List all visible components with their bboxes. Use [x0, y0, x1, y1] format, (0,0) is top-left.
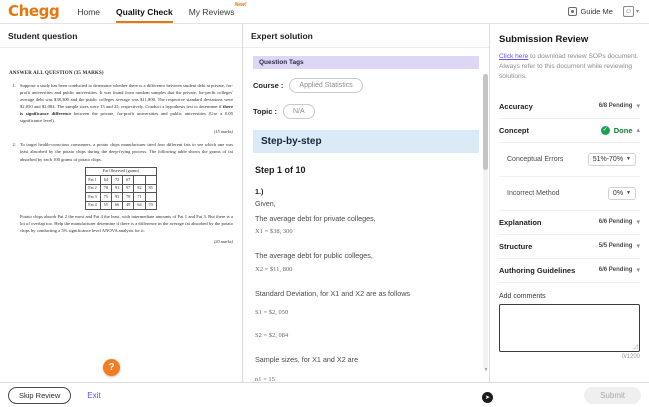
- expert-solution-header: Expert solution: [243, 24, 489, 48]
- question-2-followup: [9, 213, 233, 234]
- add-comments-label: Add comments: [499, 292, 546, 300]
- cell: [145, 193, 156, 202]
- question-1-part-b: between the private, for-profit universities and public universities (Use a 0.05 significance level).: [20, 111, 233, 124]
- nav-item-my-reviews[interactable]: [188, 0, 247, 23]
- table-row: [86, 201, 156, 210]
- course-row: [253, 78, 479, 93]
- guide-me-button[interactable]: [568, 7, 613, 16]
- review-section-accuracy-right: [599, 102, 640, 110]
- expert-solution-panel: [243, 24, 490, 382]
- row-label: Fat 1: [86, 176, 101, 185]
- question-2-number: 2.: [12, 142, 16, 148]
- conceptual-errors-dropdown[interactable]: [588, 153, 636, 166]
- review-section-accuracy[interactable]: [499, 95, 640, 119]
- submission-review-panel: [490, 24, 649, 382]
- row-label: Fat 2: [86, 184, 101, 193]
- check-circle-icon: ✓: [602, 127, 608, 134]
- question-1-part-a: Suppose a study has been conducted to determine whether there is a difference between student debt at private, for-profit universities and public universities. It was found from random samples that the private, for-profit colleges' average debt was $38,300 and the public colleges average was $11,800. The respective standard deviations were $2,050 and $2,084. The sample sizes were 15 and 25, respectively. Conduct a hypothesis test to determine if: [20, 82, 233, 110]
- question-1-marks: (15 marks): [213, 128, 233, 134]
- sop-link[interactable]: Click here: [499, 53, 529, 60]
- cell: 78: [100, 184, 111, 193]
- spacer: [9, 213, 16, 234]
- question-tags-band: Question Tags: [253, 56, 479, 69]
- solution-equation: n1 = 15: [255, 375, 275, 382]
- course-value-chip[interactable]: Applied Statistics: [289, 78, 362, 93]
- status-badge: 6/6 Pending: [598, 219, 633, 226]
- chevron-down-icon: ▾: [635, 9, 639, 15]
- review-section-structure-label: Structure: [499, 241, 533, 251]
- cell: [134, 176, 145, 185]
- expert-solution-scroll: [243, 48, 489, 382]
- scroll-down-arrow[interactable]: ▼: [483, 367, 489, 373]
- comments-character-count: 0/1200: [621, 353, 640, 360]
- review-section-explanation[interactable]: [499, 211, 640, 235]
- cell: 91: [111, 184, 122, 193]
- expert-solution-body: [243, 48, 489, 382]
- question-2-text: To target health-conscious consumers, a potato chips manufacturer tried four different fats to see which one was least absorbed by the potato chips during the deep-frying process. The following table shows the grams of fat absorbed by each 100 grams of potato chips.: [20, 142, 233, 162]
- solution-line: 1.): [255, 187, 264, 196]
- review-section-explanation-right: [599, 218, 640, 226]
- chevron-down-icon[interactable]: ▾: [636, 103, 640, 111]
- fat-table-caption: Fat Observed (grams): [86, 167, 156, 176]
- help-button[interactable]: ?: [103, 359, 120, 376]
- cell: 75: [100, 193, 111, 202]
- exit-link[interactable]: Exit: [87, 390, 101, 400]
- scrollbar-thumb[interactable]: [483, 74, 488, 170]
- review-section-concept[interactable]: [499, 119, 640, 143]
- panel-collapse-toggle[interactable]: ➤: [482, 392, 493, 403]
- step-counter: Step 1 of 10: [255, 165, 306, 175]
- review-section-concept-right: [601, 126, 640, 135]
- question-1-number: 1.: [12, 82, 16, 88]
- concept-item-conceptual-errors: [499, 143, 640, 177]
- cell: 49: [123, 201, 134, 210]
- chevron-down-icon: ▼: [626, 190, 631, 197]
- cell: 78: [123, 193, 134, 202]
- status-badge: 6/6 Pending: [598, 267, 633, 274]
- skip-review-button[interactable]: Skip Review: [8, 387, 71, 404]
- review-section-accuracy-label: Accuracy: [499, 101, 533, 111]
- student-question-body: [0, 48, 242, 382]
- topic-value-chip[interactable]: N/A: [283, 104, 315, 119]
- nav-item-my-reviews-label: My Reviews: [188, 6, 235, 17]
- table-row: [86, 176, 156, 185]
- cell: 72: [111, 176, 122, 185]
- row-label: Fat 4: [86, 201, 101, 210]
- question-2-marks: (20 marks): [213, 238, 233, 244]
- cell: [145, 176, 156, 185]
- lightbulb-icon: [568, 7, 577, 16]
- account-menu[interactable]: [623, 6, 639, 17]
- incorrect-method-dropdown[interactable]: [608, 187, 636, 200]
- cell: 70: [145, 201, 156, 210]
- solution-line: The average debt for private colleges,: [255, 213, 376, 223]
- bottom-action-bar: [0, 382, 649, 407]
- solution-equation: S1 = $2, 050: [255, 309, 289, 317]
- review-section-authoring-guidelines-right: [599, 266, 640, 274]
- review-section-authoring-guidelines[interactable]: [499, 259, 640, 283]
- cell: 71: [134, 193, 145, 202]
- cell: 67: [123, 176, 134, 185]
- user-avatar-icon: ☺: [624, 8, 633, 15]
- table-row: [86, 184, 156, 193]
- solution-equation: X1 = $38, 300: [255, 228, 293, 236]
- review-section-authoring-guidelines-label: Authoring Guidelines: [499, 265, 576, 275]
- solution-equation: X2 = $11, 800: [255, 265, 293, 273]
- fat-observed-table: [85, 167, 156, 211]
- status-badge: 6/8 Pending: [598, 103, 633, 110]
- concept-item-label: Incorrect Method: [507, 189, 560, 197]
- cell: 97: [123, 184, 134, 193]
- question-2: [9, 141, 233, 162]
- cell: 66: [111, 201, 122, 210]
- nav-items: [77, 0, 247, 23]
- cell: 93: [111, 193, 122, 202]
- nav-item-quality-check-label: Quality Check: [116, 6, 173, 17]
- cell: 55: [100, 201, 111, 210]
- question-document: [0, 48, 242, 255]
- question-doc-title: ANSWER ALL QUESTION (35 MARKS): [9, 70, 104, 76]
- chevron-up-icon[interactable]: ▴: [636, 127, 640, 135]
- course-label: Course :: [253, 81, 284, 90]
- solution-line: Standard Deviation, for X1 and X2 are as follows: [255, 288, 411, 298]
- solution-line: Given,: [255, 199, 276, 209]
- chegg-logo[interactable]: Chegg: [8, 2, 60, 20]
- chevron-down-icon[interactable]: ▾: [636, 267, 640, 275]
- new-badge: New!: [234, 2, 247, 8]
- cell: 82: [134, 184, 145, 193]
- resize-handle-icon[interactable]: ◿: [633, 343, 638, 350]
- cell: 85: [145, 184, 156, 193]
- question-1-text: [20, 82, 233, 125]
- incorrect-method-value: 0%: [612, 189, 624, 197]
- step-by-step-band: Step-by-step: [253, 130, 479, 153]
- nav-right-group: [568, 6, 641, 17]
- status-badge: Done: [613, 125, 633, 135]
- topic-row: [253, 104, 479, 119]
- status-badge: 5/5 Pending: [598, 243, 633, 250]
- chevron-down-icon: ▼: [626, 156, 631, 163]
- solution-equation: S2 = $2, 084: [255, 332, 289, 340]
- chevron-down-icon[interactable]: ▾: [636, 219, 640, 227]
- solution-line: Sample sizes, for X1 and X2 are: [255, 355, 359, 365]
- review-section-structure-right: [599, 242, 640, 250]
- guide-me-label: Guide Me: [580, 7, 613, 16]
- cell: 64: [100, 176, 111, 185]
- question-2-followup-text: Potato chips absorb Fat 2 the most and Fat 4 the least, with intermediate amounts of Fat 1 and Fat 3. But there is a lot of overlap too. Help the manufacturer determine if there is a difference in the average fat absorbed by the potato chips by conducting a 5% significance level ANOVA analysis for it.: [20, 214, 233, 234]
- row-label: Fat 3: [86, 193, 101, 202]
- top-navigation-bar: [0, 0, 649, 24]
- main-columns: [0, 24, 649, 382]
- question-1: [9, 82, 233, 125]
- chevron-down-icon[interactable]: ▾: [636, 243, 640, 251]
- topic-label: Topic :: [253, 107, 278, 116]
- expert-solution-scrollbar[interactable]: [483, 74, 488, 368]
- submission-review-title: Submission Review: [499, 34, 589, 45]
- table-row: [86, 193, 156, 202]
- nav-item-quality-check[interactable]: [116, 0, 173, 23]
- fat-table-wrapper: [9, 167, 233, 211]
- question-1-emphasis: there is significance difference: [20, 104, 233, 117]
- review-section-concept-label: Concept: [499, 125, 529, 135]
- nav-item-home-label: Home: [77, 6, 101, 17]
- review-section-structure[interactable]: [499, 235, 640, 259]
- table-caption-row: [86, 167, 156, 176]
- solution-line: The average debt for public colleges,: [255, 251, 373, 261]
- sop-note: [499, 52, 640, 83]
- conceptual-errors-value: 51%-70%: [592, 155, 624, 163]
- student-question-panel: [0, 24, 243, 382]
- submit-button[interactable]: Submit: [584, 387, 641, 404]
- submission-review-content: [490, 24, 649, 360]
- cell: 64: [134, 201, 145, 210]
- sop-note-text: to download review SOPs document. Always refer to this document while reviewing solutions.: [499, 53, 639, 81]
- nav-item-home[interactable]: [77, 0, 100, 23]
- concept-item-incorrect-method: [499, 177, 640, 211]
- concept-item-label: Conceptual Errors: [507, 155, 564, 163]
- review-section-explanation-label: Explanation: [499, 217, 542, 227]
- comments-textarea[interactable]: [499, 304, 640, 352]
- student-question-header: Student question: [0, 24, 242, 48]
